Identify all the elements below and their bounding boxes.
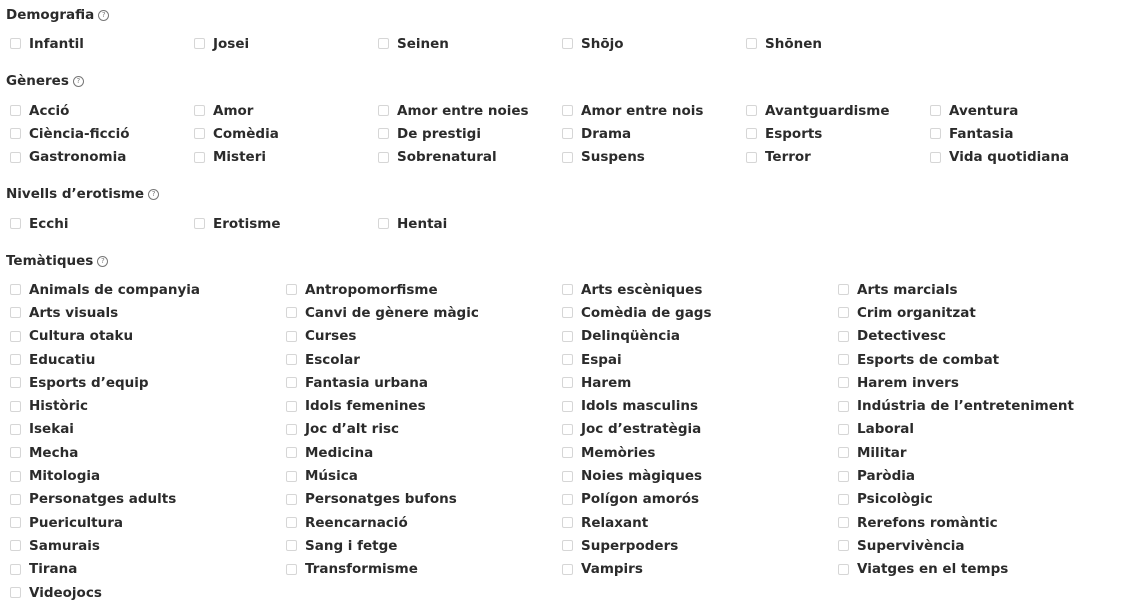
generes-options	[10, 99, 1122, 169]
checkbox[interactable]	[562, 128, 573, 139]
checkbox[interactable]	[10, 447, 21, 458]
checkbox[interactable]	[10, 105, 21, 116]
checkbox[interactable]	[10, 540, 21, 551]
checkbox-label: Isekai	[29, 421, 74, 438]
checkbox-label: Supervivència	[857, 537, 965, 554]
checkbox-option[interactable]	[562, 394, 838, 417]
checkbox-label: Superpoders	[581, 537, 679, 554]
checkbox-option[interactable]	[562, 464, 838, 487]
info-icon[interactable]: ?	[98, 10, 109, 21]
checkbox[interactable]	[10, 128, 21, 139]
checkbox[interactable]	[286, 540, 297, 551]
checkbox[interactable]	[562, 152, 573, 163]
checkbox[interactable]	[10, 564, 21, 575]
checkbox-option[interactable]	[10, 441, 286, 464]
checkbox-label: Amor entre nois	[581, 102, 704, 119]
checkbox-option[interactable]	[562, 488, 838, 511]
checkbox-label: Shōnen	[765, 35, 822, 52]
checkbox[interactable]	[562, 377, 573, 388]
checkbox-label: Arts escèniques	[581, 281, 703, 298]
checkbox-option[interactable]	[838, 371, 1114, 394]
checkbox[interactable]	[562, 354, 573, 365]
checkbox[interactable]	[194, 218, 205, 229]
erotisme-options	[10, 212, 1122, 235]
info-icon[interactable]: ?	[73, 76, 84, 87]
checkbox-option[interactable]	[562, 32, 746, 55]
checkbox-label: Rerefons romàntic	[857, 514, 998, 531]
checkbox-label: Esports	[765, 125, 823, 142]
checkbox-option[interactable]	[10, 278, 286, 301]
checkbox-label: Ecchi	[29, 215, 69, 232]
checkbox[interactable]	[378, 128, 389, 139]
checkbox[interactable]	[194, 152, 205, 163]
checkbox-option[interactable]	[930, 146, 1114, 169]
checkbox-option[interactable]	[562, 146, 746, 169]
checkbox-label: Sobrenatural	[397, 149, 497, 166]
checkbox[interactable]	[378, 105, 389, 116]
checkbox[interactable]	[286, 307, 297, 318]
checkbox[interactable]	[562, 564, 573, 575]
checkbox-label: Noies màgiques	[581, 468, 703, 485]
checkbox-option[interactable]	[10, 325, 286, 348]
checkbox[interactable]	[838, 517, 849, 528]
checkbox-option[interactable]	[746, 146, 930, 169]
checkbox[interactable]	[562, 424, 573, 435]
checkbox-label: Escolar	[305, 351, 360, 368]
checkbox[interactable]	[286, 424, 297, 435]
checkbox[interactable]	[838, 331, 849, 342]
checkbox[interactable]	[562, 401, 573, 412]
checkbox-label: Crim organitzat	[857, 304, 976, 321]
checkbox[interactable]	[562, 105, 573, 116]
checkbox[interactable]	[746, 105, 757, 116]
checkbox[interactable]	[286, 447, 297, 458]
checkbox-label: Puericultura	[29, 514, 124, 531]
checkbox[interactable]	[838, 447, 849, 458]
checkbox[interactable]	[562, 284, 573, 295]
checkbox[interactable]	[562, 494, 573, 505]
checkbox[interactable]	[838, 471, 849, 482]
checkbox-label: Reencarnació	[305, 514, 408, 531]
checkbox-label: Aventura	[949, 102, 1019, 119]
checkbox-label: Personatges bufons	[305, 491, 457, 508]
checkbox-option[interactable]	[286, 301, 562, 324]
checkbox-label: Música	[305, 468, 358, 485]
checkbox[interactable]	[838, 284, 849, 295]
checkbox[interactable]	[10, 494, 21, 505]
checkbox-label: Detectivesc	[857, 328, 947, 345]
checkbox-option[interactable]	[562, 441, 838, 464]
checkbox-option[interactable]	[10, 394, 286, 417]
checkbox-label: Fantasia	[949, 125, 1014, 142]
checkbox[interactable]	[10, 152, 21, 163]
checkbox[interactable]	[194, 38, 205, 49]
checkbox[interactable]	[10, 424, 21, 435]
checkbox-option[interactable]	[10, 371, 286, 394]
section-title-demografia: Demografia ?	[6, 7, 109, 23]
section-title-tematiques: Temàtiques ?	[6, 253, 108, 269]
checkbox-option[interactable]	[562, 325, 838, 348]
checkbox[interactable]	[562, 38, 573, 49]
checkbox-option[interactable]	[838, 394, 1114, 417]
checkbox[interactable]	[10, 284, 21, 295]
section-title-generes: Gèneres ?	[6, 73, 84, 89]
checkbox-option[interactable]	[562, 534, 838, 557]
checkbox[interactable]	[838, 377, 849, 388]
checkbox-option[interactable]	[378, 99, 562, 122]
checkbox-option[interactable]	[838, 418, 1114, 441]
checkbox-label: Antropomorfisme	[305, 281, 438, 298]
checkbox[interactable]	[286, 354, 297, 365]
checkbox-option[interactable]	[10, 511, 286, 534]
checkbox[interactable]	[562, 540, 573, 551]
checkbox-label: Esports de combat	[857, 351, 1000, 368]
checkbox[interactable]	[10, 471, 21, 482]
checkbox-label: Harem invers	[857, 374, 959, 391]
checkbox[interactable]	[838, 540, 849, 551]
checkbox-label: Josei	[213, 35, 250, 52]
checkbox[interactable]	[286, 494, 297, 505]
checkbox-option[interactable]	[10, 581, 286, 604]
checkbox-label: Laboral	[857, 421, 915, 438]
checkbox-label: Terror	[765, 149, 811, 166]
checkbox-option[interactable]	[838, 278, 1114, 301]
checkbox-option[interactable]	[10, 146, 194, 169]
checkbox-label: De prestigi	[397, 125, 481, 142]
checkbox-option[interactable]	[10, 301, 286, 324]
checkbox[interactable]	[562, 471, 573, 482]
checkbox-option[interactable]	[286, 558, 562, 581]
checkbox-option[interactable]	[10, 488, 286, 511]
checkbox-option[interactable]	[562, 371, 838, 394]
checkbox-label: Mitologia	[29, 468, 101, 485]
checkbox[interactable]	[286, 401, 297, 412]
checkbox-option[interactable]	[10, 212, 194, 235]
checkbox[interactable]	[286, 331, 297, 342]
checkbox-label: Harem	[581, 374, 632, 391]
checkbox-option[interactable]	[930, 99, 1114, 122]
checkbox-option[interactable]	[286, 394, 562, 417]
checkbox-label: Vampirs	[581, 561, 643, 578]
checkbox[interactable]	[746, 38, 757, 49]
checkbox-label: Viatges en el temps	[857, 561, 1009, 578]
checkbox[interactable]	[562, 517, 573, 528]
checkbox[interactable]	[746, 128, 757, 139]
checkbox-label: Gastronomia	[29, 149, 127, 166]
checkbox-label: Medicina	[305, 444, 374, 461]
checkbox[interactable]	[10, 517, 21, 528]
checkbox-label: Avantguardisme	[765, 102, 890, 119]
checkbox-label: Amor	[213, 102, 254, 119]
checkbox-option[interactable]	[286, 441, 562, 464]
checkbox-option[interactable]	[562, 278, 838, 301]
info-icon[interactable]: ?	[97, 256, 108, 267]
checkbox-option[interactable]	[194, 122, 378, 145]
checkbox-label: Seinen	[397, 35, 449, 52]
checkbox-option[interactable]	[378, 212, 562, 235]
checkbox-label: Comèdia	[213, 125, 279, 142]
checkbox[interactable]	[194, 128, 205, 139]
checkbox-label: Comèdia de gags	[581, 304, 712, 321]
checkbox-option[interactable]	[838, 325, 1114, 348]
checkbox-option[interactable]	[378, 32, 562, 55]
checkbox-option[interactable]	[562, 558, 838, 581]
checkbox-label: Joc d’estratègia	[581, 421, 702, 438]
checkbox-option[interactable]	[746, 32, 930, 55]
checkbox-option[interactable]	[746, 99, 930, 122]
checkbox-label: Polígon amorós	[581, 491, 700, 508]
checkbox-label: Delinqüència	[581, 328, 681, 345]
checkbox-option[interactable]	[838, 301, 1114, 324]
checkbox[interactable]	[10, 401, 21, 412]
checkbox[interactable]	[286, 564, 297, 575]
checkbox-label: Arts visuals	[29, 304, 119, 321]
checkbox-label: Personatges adults	[29, 491, 177, 508]
checkbox-label: Vida quotidiana	[949, 149, 1070, 166]
checkbox-option[interactable]	[286, 464, 562, 487]
checkbox-label: Tirana	[29, 561, 78, 578]
checkbox-label: Hentai	[397, 215, 448, 232]
checkbox-label: Espai	[581, 351, 622, 368]
checkbox-option[interactable]	[838, 558, 1114, 581]
checkbox-option[interactable]	[194, 146, 378, 169]
demografia-options	[10, 32, 1122, 55]
checkbox[interactable]	[746, 152, 757, 163]
checkbox-option[interactable]	[838, 441, 1114, 464]
checkbox-option[interactable]	[286, 488, 562, 511]
checkbox-option[interactable]	[562, 511, 838, 534]
checkbox-label: Paròdia	[857, 468, 915, 485]
checkbox-label: Històric	[29, 398, 88, 415]
checkbox-label: Curses	[305, 328, 357, 345]
checkbox-option[interactable]	[194, 99, 378, 122]
checkbox-label: Memòries	[581, 444, 656, 461]
checkbox[interactable]	[838, 494, 849, 505]
checkbox-option[interactable]	[10, 122, 194, 145]
checkbox-label: Canvi de gènere màgic	[305, 304, 479, 321]
checkbox[interactable]	[930, 128, 941, 139]
checkbox[interactable]	[562, 307, 573, 318]
checkbox-option[interactable]	[10, 32, 194, 55]
checkbox-label: Educatiu	[29, 351, 96, 368]
checkbox-label: Mecha	[29, 444, 79, 461]
checkbox[interactable]	[562, 331, 573, 342]
checkbox[interactable]	[10, 587, 21, 598]
checkbox-label: Ciència-ficció	[29, 125, 130, 142]
checkbox[interactable]	[10, 331, 21, 342]
checkbox-label: Shōjo	[581, 35, 624, 52]
checkbox[interactable]	[930, 105, 941, 116]
checkbox-option[interactable]	[286, 325, 562, 348]
checkbox-label: Transformisme	[305, 561, 418, 578]
checkbox-label: Sang i fetge	[305, 537, 398, 554]
checkbox[interactable]	[10, 377, 21, 388]
checkbox-label: Joc d’alt risc	[305, 421, 400, 438]
section-title-erotisme: Nivells d’erotisme ?	[6, 186, 159, 202]
checkbox-label: Idols femenines	[305, 398, 426, 415]
checkbox-label: Cultura otaku	[29, 328, 134, 345]
checkbox-label: Drama	[581, 125, 632, 142]
checkbox-option[interactable]	[562, 301, 838, 324]
checkbox-option[interactable]	[746, 122, 930, 145]
checkbox-label: Idols masculins	[581, 398, 699, 415]
checkbox-label: Acció	[29, 102, 70, 119]
checkbox-option[interactable]	[286, 348, 562, 371]
checkbox[interactable]	[838, 401, 849, 412]
checkbox-option[interactable]	[10, 99, 194, 122]
checkbox-label: Militar	[857, 444, 907, 461]
checkbox[interactable]	[930, 152, 941, 163]
checkbox-option[interactable]	[10, 348, 286, 371]
checkbox-option[interactable]	[194, 212, 378, 235]
checkbox-label: Infantil	[29, 35, 84, 52]
checkbox-label: Suspens	[581, 149, 645, 166]
checkbox-option[interactable]	[10, 418, 286, 441]
checkbox-label: Psicològic	[857, 491, 933, 508]
checkbox[interactable]	[838, 564, 849, 575]
checkbox-option[interactable]	[562, 122, 746, 145]
checkbox-label: Indústria de l’entreteniment	[857, 398, 1074, 415]
checkbox-label: Erotisme	[213, 215, 281, 232]
checkbox[interactable]	[10, 38, 21, 49]
checkbox-option[interactable]	[10, 534, 286, 557]
checkbox-option[interactable]	[562, 418, 838, 441]
checkbox-label: Amor entre noies	[397, 102, 529, 119]
tematiques-options	[10, 278, 1122, 604]
checkbox-label: Relaxant	[581, 514, 649, 531]
checkbox-option[interactable]	[10, 558, 286, 581]
checkbox-option[interactable]	[838, 348, 1114, 371]
checkbox[interactable]	[562, 447, 573, 458]
checkbox[interactable]	[286, 471, 297, 482]
checkbox[interactable]	[286, 284, 297, 295]
info-icon[interactable]: ?	[148, 189, 159, 200]
checkbox-option[interactable]	[286, 371, 562, 394]
checkbox[interactable]	[838, 354, 849, 365]
checkbox[interactable]	[378, 38, 389, 49]
checkbox[interactable]	[838, 307, 849, 318]
checkbox-option[interactable]	[286, 511, 562, 534]
checkbox-option[interactable]	[930, 122, 1114, 145]
checkbox-option[interactable]	[10, 464, 286, 487]
checkbox-label: Esports d’equip	[29, 374, 149, 391]
checkbox-label: Arts marcials	[857, 281, 958, 298]
checkbox-label: Samurais	[29, 537, 100, 554]
checkbox[interactable]	[286, 517, 297, 528]
checkbox-option[interactable]	[838, 511, 1114, 534]
checkbox-option[interactable]	[378, 122, 562, 145]
checkbox-label: Misteri	[213, 149, 266, 166]
checkbox-option[interactable]	[838, 488, 1114, 511]
checkbox-option[interactable]	[378, 146, 562, 169]
checkbox-option[interactable]	[562, 99, 746, 122]
checkbox-label: Videojocs	[29, 584, 102, 601]
checkbox-option[interactable]	[286, 418, 562, 441]
checkbox[interactable]	[286, 377, 297, 388]
checkbox[interactable]	[10, 354, 21, 365]
checkbox[interactable]	[378, 218, 389, 229]
checkbox[interactable]	[10, 307, 21, 318]
checkbox-option[interactable]	[286, 534, 562, 557]
checkbox-option[interactable]	[286, 278, 562, 301]
checkbox-option[interactable]	[838, 534, 1114, 557]
checkbox[interactable]	[194, 105, 205, 116]
checkbox-option[interactable]	[194, 32, 378, 55]
checkbox-option[interactable]	[562, 348, 838, 371]
checkbox[interactable]	[838, 424, 849, 435]
checkbox-label: Animals de companyia	[29, 281, 201, 298]
checkbox[interactable]	[10, 218, 21, 229]
checkbox-label: Fantasia urbana	[305, 374, 428, 391]
checkbox-option[interactable]	[838, 464, 1114, 487]
checkbox[interactable]	[378, 152, 389, 163]
